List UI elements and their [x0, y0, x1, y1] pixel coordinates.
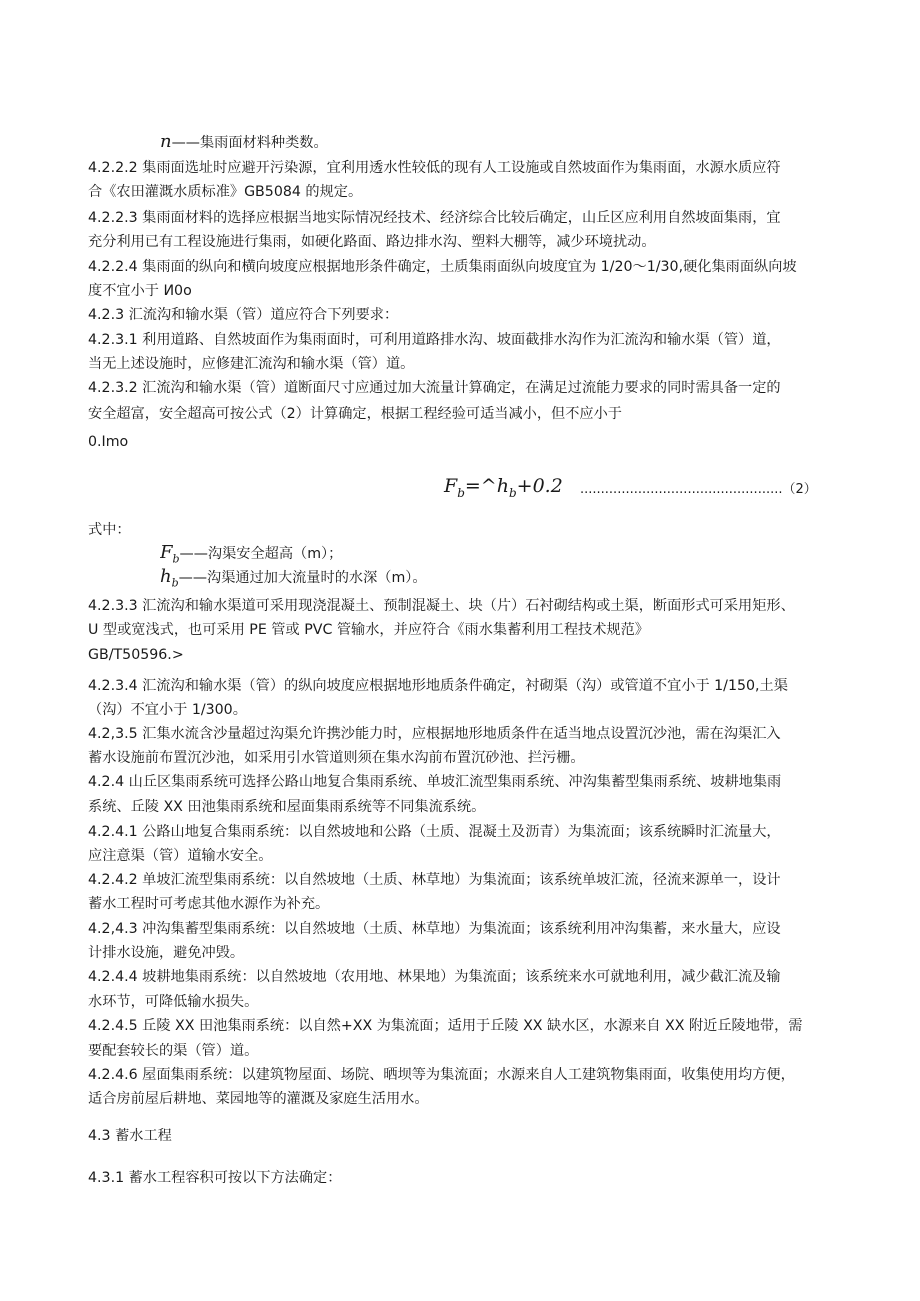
paragraph-line: 要配套较长的渠（管）道。	[88, 1043, 259, 1059]
paragraph-line: 充分利用已有工程设施进行集雨，如硬化路面、路边排水沟、塑料大棚等，减少环境扰动。	[88, 234, 656, 250]
paragraph-line: 4.2.3.3 汇流沟和输水渠道可采用现浇混凝土、预制混凝土、块（片）石衬砌结构或土渠，断面形式可采用矩形、	[88, 598, 795, 614]
paragraph-line: 4.2.4.2 单坡汇流型集雨系统：以自然坡地（土质、林草地）为集流面；该系统单坡汇流，径流来源单一，设计	[88, 872, 781, 888]
section-heading: 4.2.3 汇流沟和输水渠（管）道应符合下列要求：	[88, 307, 399, 323]
formula-number: .................................................（2）	[580, 482, 817, 497]
paragraph-line: 4.2.4.5 丘陵 XX 田池集雨系统：以自然+XX 为集流面；适用于丘陵 XX 缺水区，水源来自 XX 附近丘陵地带，需	[88, 1018, 803, 1034]
paragraph-line: U 型或宽浅式，也可采用 PE 管或 PVC 管输水，并应符合《雨水集蓄利用工程技术规范》	[88, 622, 649, 638]
paragraph-line: 当无上述设施时，应修建汇流沟和输水渠（管）道。	[88, 356, 415, 372]
formula-2: $F_b=\^{}h_b+0.2$	[444, 475, 563, 500]
paragraph-line: 度不宜小于 И0o	[88, 283, 192, 299]
paragraph-line: 4.2,4.3 冲沟集蓄型集雨系统：以自然坡地（土质、林草地）为集流面；该系统利用冲沟集蓄，来水量大，应设	[88, 921, 781, 937]
paragraph-line: 安全超富，安全超高可按公式（2）计算确定，根据工程经验可适当减小，但不应小于	[88, 406, 622, 422]
paragraph-line: 4.2.4.6 屋面集雨系统：以建筑物屋面、场院、晒坝等为集流面；水源来自人工建筑物集雨面，收集使用均方便，	[88, 1067, 795, 1083]
paragraph-line: 4.2.2.3 集雨面材料的选择应根据当地实际情况经技术、经济综合比较后确定，山丘区应利用自然坡面集雨，宜	[88, 210, 781, 226]
paragraph-line: 4.2.3.1 利用道路、自然坡面作为集雨面时，可利用道路排水沟、坡面截排水沟作为汇流沟和输水渠（管）道，	[88, 332, 781, 348]
paragraph-line: 蓄水设施前布置沉沙池，如采用引水管道则须在集水沟前布置沉砂池、拦污栅。	[88, 750, 585, 766]
paragraph-line: 适合房前屋后耕地、菜园地等的灌溉及家庭生活用水。	[88, 1091, 429, 1107]
paragraph-line: 4.2.4 山丘区集雨系统可选择公路山地复合集雨系统、单坡汇流型集雨系统、冲沟集蓄型集雨系统、坡耕地集雨	[88, 774, 782, 790]
symbol-hb: $h_b$	[160, 567, 179, 590]
paragraph-line: 4.2.2.4 集雨面的纵向和横向坡度应根据地形条件确定，土质集雨面纵向坡度宜为 1/20～1/30,硬化集雨面纵向坡	[88, 259, 797, 275]
section-heading: 4.3 蓄水工程	[88, 1128, 172, 1144]
paragraph-line: 系统、丘陵 XX 田池集雨系统和屋面集雨系统等不同集流系统。	[88, 799, 486, 815]
paragraph-line: 水环节，可降低输水损失。	[88, 994, 259, 1010]
paragraph-line: GB/T50596.>	[88, 647, 184, 663]
paragraph-line: 4.2,3.5 汇集水流含沙量超过沟渠允许携沙能力时，应根据地形地质条件在适当地点设置沉沙池，需在沟渠汇入	[88, 726, 781, 742]
paragraph-line: 4.2.3.2 汇流沟和输水渠（管）道断面尺寸应通过加大流量计算确定，在满足过流能力要求的同时需具备一定的	[88, 380, 781, 396]
paragraph-line: 蓄水工程时可考虑其他水源作为补充。	[88, 896, 330, 912]
paragraph-line: 4.2.3.4 汇流沟和输水渠（管）的纵向坡度应根据地形地质条件确定，衬砌渠（沟）或管道不宜小于 1/150,土渠	[88, 678, 788, 694]
symbol-definition-n: n——集雨面材料种类数。	[160, 132, 328, 152]
where-label: 式中：	[88, 522, 131, 538]
symbol-definition-hb: $h_b——$沟渠通过加大流量时的水深（m）。	[160, 567, 427, 590]
symbol-Fb: $F_b$	[160, 543, 180, 566]
symbol-n: n	[160, 132, 172, 152]
paragraph-line: 计排水设施，避免冲毁。	[88, 945, 245, 961]
paragraph-line: 4.2.2.2 集雨面选址时应避开污染源，宜利用透水性较低的现有人工设施或自然坡面作为集雨面，水源水质应符	[88, 160, 781, 176]
paragraph-line: 应注意渠（管）道输水安全。	[88, 848, 273, 864]
paragraph-line: 合《农田灌溉水质标准》GB5084 的规定。	[88, 184, 363, 200]
section-heading: 4.3.1 蓄水工程容积可按以下方法确定：	[88, 1170, 342, 1186]
paragraph-line: 4.2.4.1 公路山地复合集雨系统：以自然坡地和公路（土质、混凝土及沥青）为集流面；该系统瞬时汇流量大，	[88, 824, 781, 840]
symbol-definition-Fb: $F_b——$沟渠安全超高（m）；	[160, 543, 343, 566]
paragraph-line: 4.2.4.4 坡耕地集雨系统：以自然坡地（农用地、林果地）为集流面；该系统来水可就地利用，减少截汇流及输	[88, 969, 781, 985]
paragraph-line: 0.Imo	[88, 434, 129, 450]
paragraph-line: （沟）不宜小于 1/300。	[88, 702, 247, 718]
